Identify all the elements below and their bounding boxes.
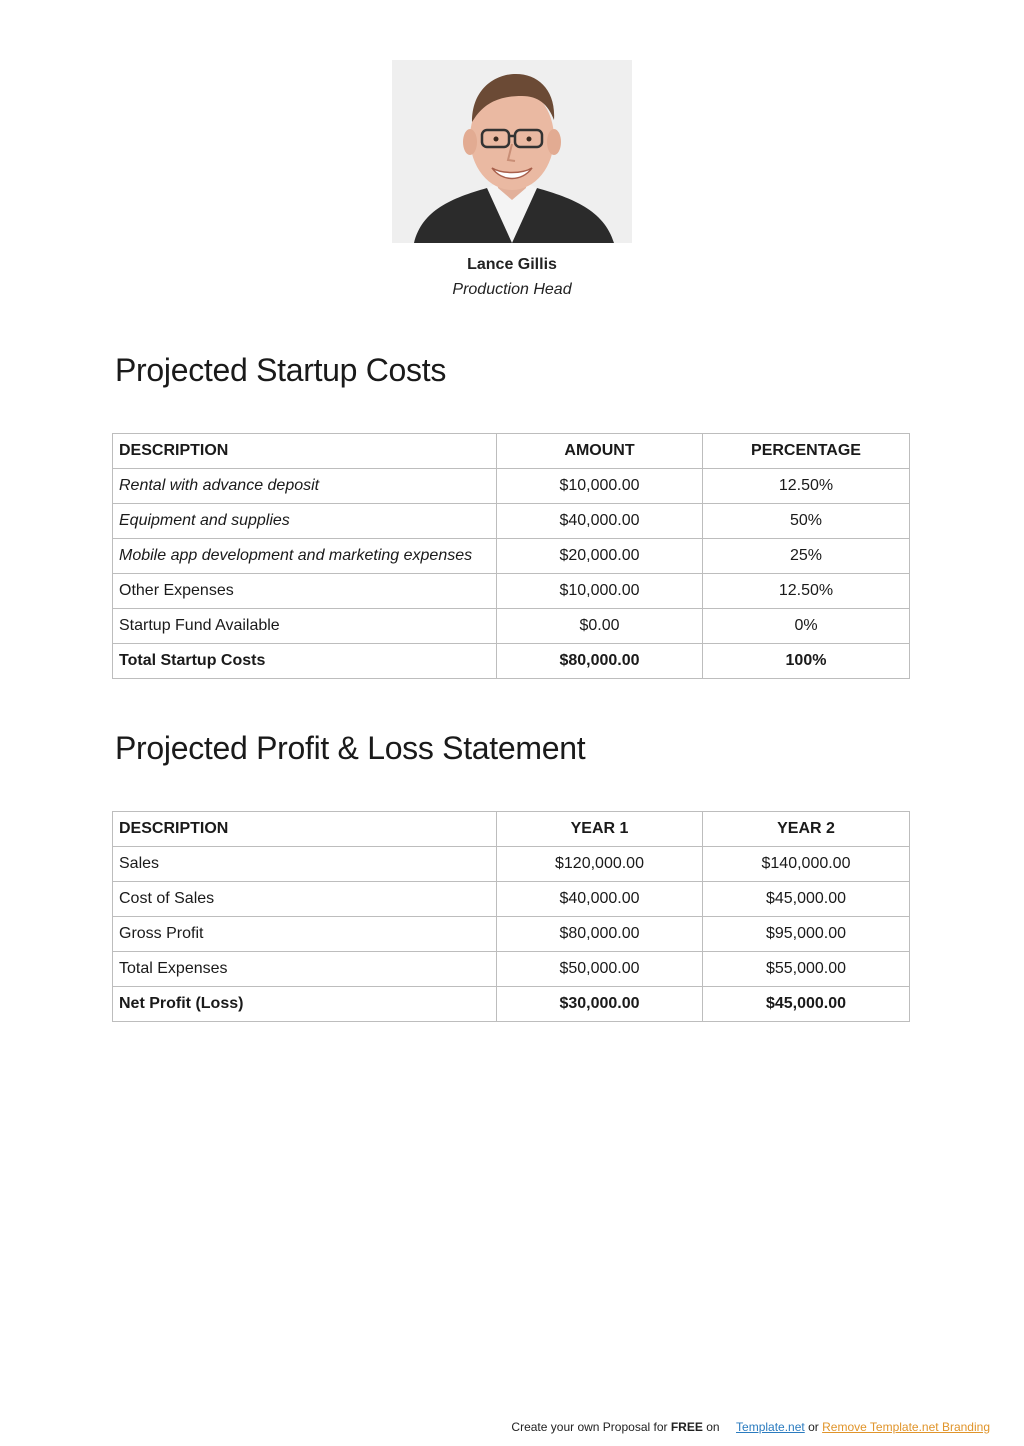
row-description: Equipment and supplies	[113, 504, 497, 539]
footer-prefix: Create your own Proposal for	[511, 1420, 668, 1434]
person-name: Lance Gillis	[467, 256, 557, 273]
row-percentage: 50%	[703, 504, 910, 539]
startup-costs-heading: Projected Startup Costs	[115, 352, 447, 388]
row-description: Cost of Sales	[113, 882, 497, 917]
table-row	[113, 882, 910, 917]
column-header-description: DESCRIPTION	[113, 812, 497, 847]
branding-footer	[440, 1420, 990, 1434]
row-year-2: $55,000.00	[703, 952, 910, 987]
table-row	[113, 504, 910, 539]
footer-or: or	[808, 1420, 819, 1434]
row-description: Rental with advance deposit	[113, 469, 497, 504]
row-year-2: $95,000.00	[703, 917, 910, 952]
column-header-year-1: YEAR 1	[497, 812, 703, 847]
table-row	[113, 469, 910, 504]
column-header-description: DESCRIPTION	[113, 434, 497, 469]
profit-loss-table	[112, 811, 910, 1022]
row-percentage: 25%	[703, 539, 910, 574]
table-header-row	[113, 434, 910, 469]
row-year-1: $120,000.00	[497, 847, 703, 882]
row-amount: $0.00	[497, 609, 703, 644]
table-row	[113, 574, 910, 609]
row-percentage: 12.50%	[703, 574, 910, 609]
row-amount: $10,000.00	[497, 574, 703, 609]
footer-free: FREE	[670, 1420, 703, 1434]
table-row	[113, 847, 910, 882]
row-amount: $40,000.00	[497, 504, 703, 539]
profit-loss-heading: Projected Profit & Loss Statement	[115, 730, 586, 766]
total-row	[113, 644, 910, 679]
row-year-2: $140,000.00	[703, 847, 910, 882]
template-net-link[interactable]: Template.net	[736, 1420, 805, 1434]
column-header-amount: AMOUNT	[497, 434, 703, 469]
startup-costs-table	[112, 433, 910, 679]
row-year-1: $50,000.00	[497, 952, 703, 987]
row-year-1: $30,000.00	[497, 987, 703, 1022]
table-header-row	[113, 812, 910, 847]
total-row	[113, 987, 910, 1022]
row-percentage: 100%	[703, 644, 910, 679]
row-description: Total Expenses	[113, 952, 497, 987]
remove-branding-link[interactable]: Remove Template.net Branding	[822, 1420, 990, 1434]
table-row	[113, 952, 910, 987]
column-header-percentage: PERCENTAGE	[703, 434, 910, 469]
row-description: Gross Profit	[113, 917, 497, 952]
row-description: Sales	[113, 847, 497, 882]
row-percentage: 12.50%	[703, 469, 910, 504]
row-year-2: $45,000.00	[703, 987, 910, 1022]
footer-on: on	[706, 1420, 720, 1434]
row-year-1: $40,000.00	[497, 882, 703, 917]
table-row	[113, 539, 910, 574]
table-row	[113, 609, 910, 644]
table-row	[113, 917, 910, 952]
row-description: Net Profit (Loss)	[113, 987, 497, 1022]
portrait-illustration	[392, 60, 632, 243]
profile-photo	[392, 60, 632, 243]
row-year-1: $80,000.00	[497, 917, 703, 952]
row-description: Mobile app development and marketing expenses	[113, 539, 497, 574]
row-amount: $80,000.00	[497, 644, 703, 679]
row-description: Startup Fund Available	[113, 609, 497, 644]
row-description: Other Expenses	[113, 574, 497, 609]
row-year-2: $45,000.00	[703, 882, 910, 917]
row-percentage: 0%	[703, 609, 910, 644]
column-header-year-2: YEAR 2	[703, 812, 910, 847]
row-amount: $20,000.00	[497, 539, 703, 574]
row-description: Total Startup Costs	[113, 644, 497, 679]
person-title: Production Head	[452, 281, 572, 298]
row-amount: $10,000.00	[497, 469, 703, 504]
